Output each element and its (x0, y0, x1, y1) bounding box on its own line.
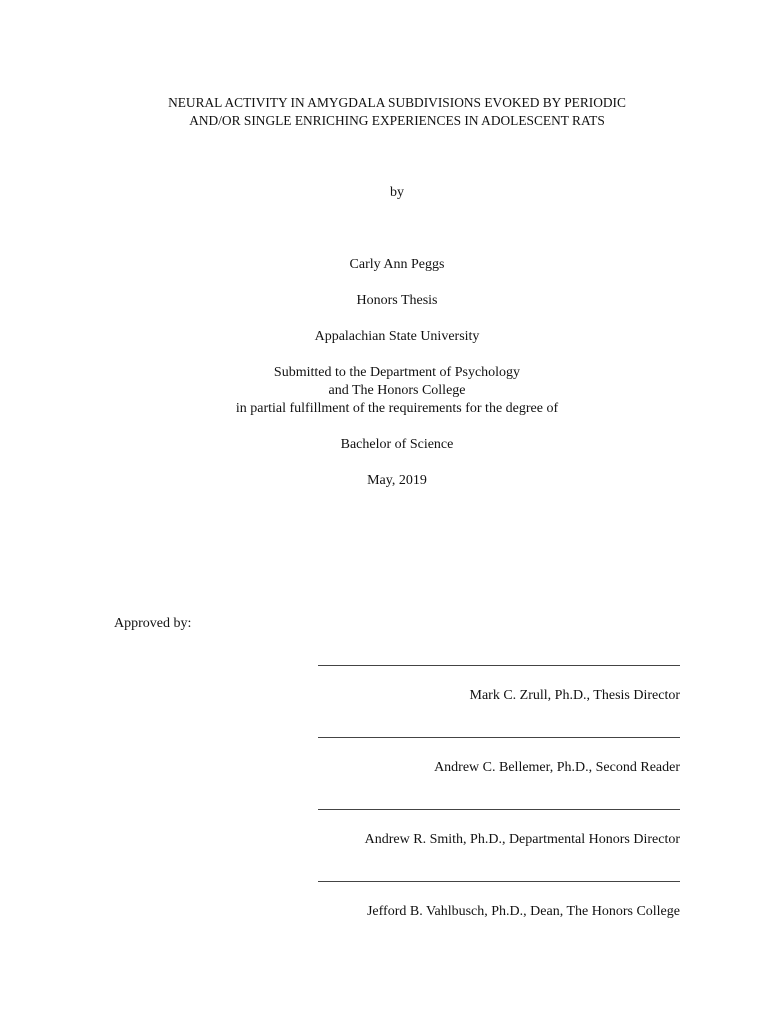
approved-by-label: Approved by: (114, 616, 192, 631)
thesis-title-line-1: NEURAL ACTIVITY IN AMYGDALA SUBDIVISIONS EVOKED BY PERIODIC (168, 95, 626, 110)
signatory-name: Andrew C. Bellemer, Ph.D., Second Reader (434, 760, 680, 775)
signatory-name: Andrew R. Smith, Ph.D., Departmental Honors Director (364, 832, 680, 847)
signature-line (318, 737, 680, 738)
by-label: by (390, 185, 404, 200)
submission-line-1: Submitted to the Department of Psychology (273, 365, 521, 380)
signatory-name: Mark C. Zrull, Ph.D., Thesis Director (469, 688, 680, 703)
signature-block-3 (318, 809, 680, 847)
document-type: Honors Thesis (356, 293, 438, 308)
degree-name: Bachelor of Science (340, 437, 454, 452)
signature-block-4 (318, 881, 680, 919)
submission-line-3: in partial fulfillment of the requirements for the degree of (235, 401, 559, 416)
submission-date: May, 2019 (367, 473, 427, 488)
signature-block-2 (318, 737, 680, 775)
signature-line (318, 881, 680, 882)
institution-name: Appalachian State University (314, 329, 480, 344)
submission-line-2: and The Honors College (328, 383, 466, 398)
author-name: Carly Ann Peggs (349, 257, 445, 272)
signature-line (318, 809, 680, 810)
signature-block-1 (318, 665, 680, 703)
signature-line (318, 665, 680, 666)
signatory-name: Jefford B. Vahlbusch, Ph.D., Dean, The Honors College (366, 904, 680, 919)
thesis-title-line-2: AND/OR SINGLE ENRICHING EXPERIENCES IN ADOLESCENT RATS (189, 113, 605, 128)
